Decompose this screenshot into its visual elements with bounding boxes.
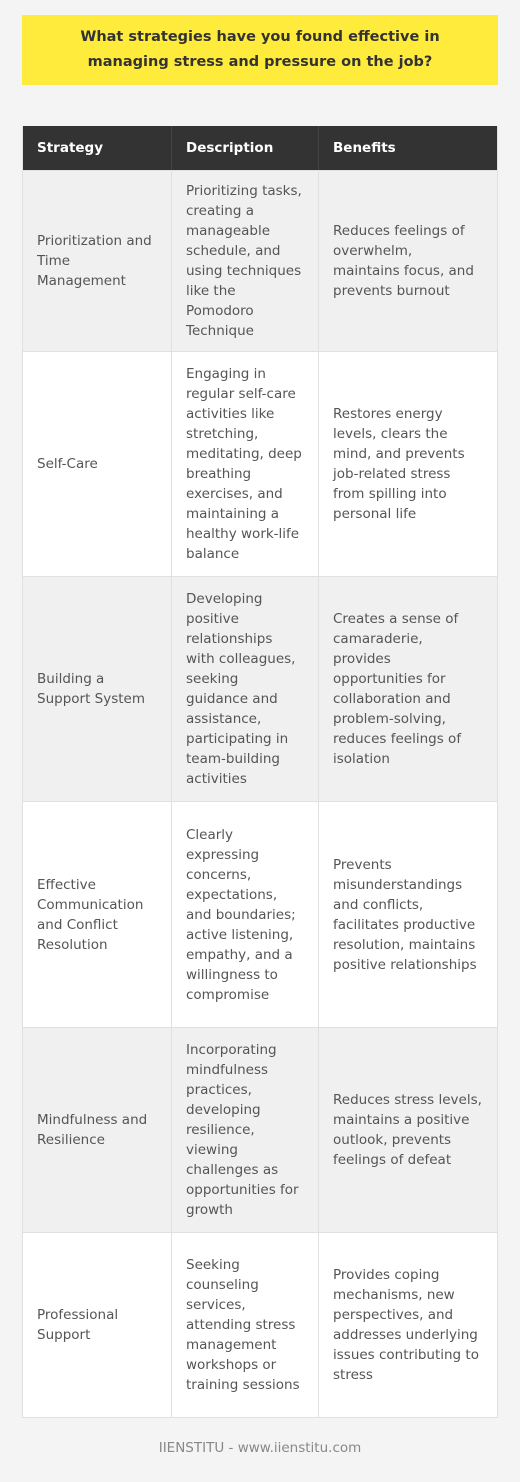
table-row xyxy=(23,801,497,1027)
page-title: What strategies have you found effective in managing stress and pressure on the job? xyxy=(80,29,440,70)
benefits-cell: Creates a sense of camaraderie, provides opportunities for collaboration and problem-solving, reduces feelings of isolation xyxy=(318,577,497,801)
benefits-cell: Provides coping mechanisms, new perspectives, and addresses underlying issues contributing to stress xyxy=(318,1233,497,1417)
column-header-benefits: Benefits xyxy=(318,126,497,170)
table-row xyxy=(23,351,497,576)
description-cell: Engaging in regular self-care activities like stretching, meditating, deep breathing exercises, and maintaining a healthy work-life balance xyxy=(171,352,318,576)
column-header-description: Description xyxy=(171,126,318,170)
benefits-cell: Reduces stress levels, maintains a positive outlook, prevents feelings of defeat xyxy=(318,1028,497,1232)
strategy-cell: Mindfulness and Resilience xyxy=(37,1112,148,1148)
table-header-row xyxy=(23,126,497,170)
strategy-cell: Professional Support xyxy=(37,1307,119,1343)
title-banner xyxy=(22,15,498,85)
strategy-table xyxy=(22,126,498,1418)
table-row xyxy=(23,576,497,801)
table-row xyxy=(23,1027,497,1232)
benefits-cell: Restores energy levels, clears the mind, and prevents job-related stress from spilling into personal life xyxy=(318,352,497,576)
strategy-cell: Effective Communication and Conflict Resolution xyxy=(37,876,144,953)
description-cell: Clearly expressing concerns, expectations, and boundaries; active listening, empathy, and a willingness to compromise xyxy=(171,802,318,1027)
benefits-cell: Prevents misunderstandings and conflicts, facilitates productive resolution, maintains positive relationships xyxy=(318,802,497,1027)
description-cell: Prioritizing tasks, creating a manageable schedule, and using techniques like the Pomodoro Technique xyxy=(171,171,318,351)
description-cell: Seeking counseling services, attending stress management workshops or training sessions xyxy=(171,1233,318,1417)
table-row xyxy=(23,170,497,351)
description-cell: Incorporating mindfulness practices, developing resilience, viewing challenges as opportunities for growth xyxy=(171,1028,318,1232)
strategy-cell: Building a Support System xyxy=(37,671,145,707)
column-header-strategy: Strategy xyxy=(37,140,104,156)
benefits-cell: Reduces feelings of overwhelm, maintains focus, and prevents burnout xyxy=(318,171,497,351)
table-row xyxy=(23,1232,497,1417)
footer-credit: IIENSTITU - www.iienstitu.com xyxy=(158,1440,362,1456)
strategy-cell: Prioritization and Time Management xyxy=(37,233,152,289)
description-cell: Developing positive relationships with colleagues, seeking guidance and assistance, participating in team-building activities xyxy=(171,577,318,801)
strategy-cell: Self-Care xyxy=(37,456,98,472)
